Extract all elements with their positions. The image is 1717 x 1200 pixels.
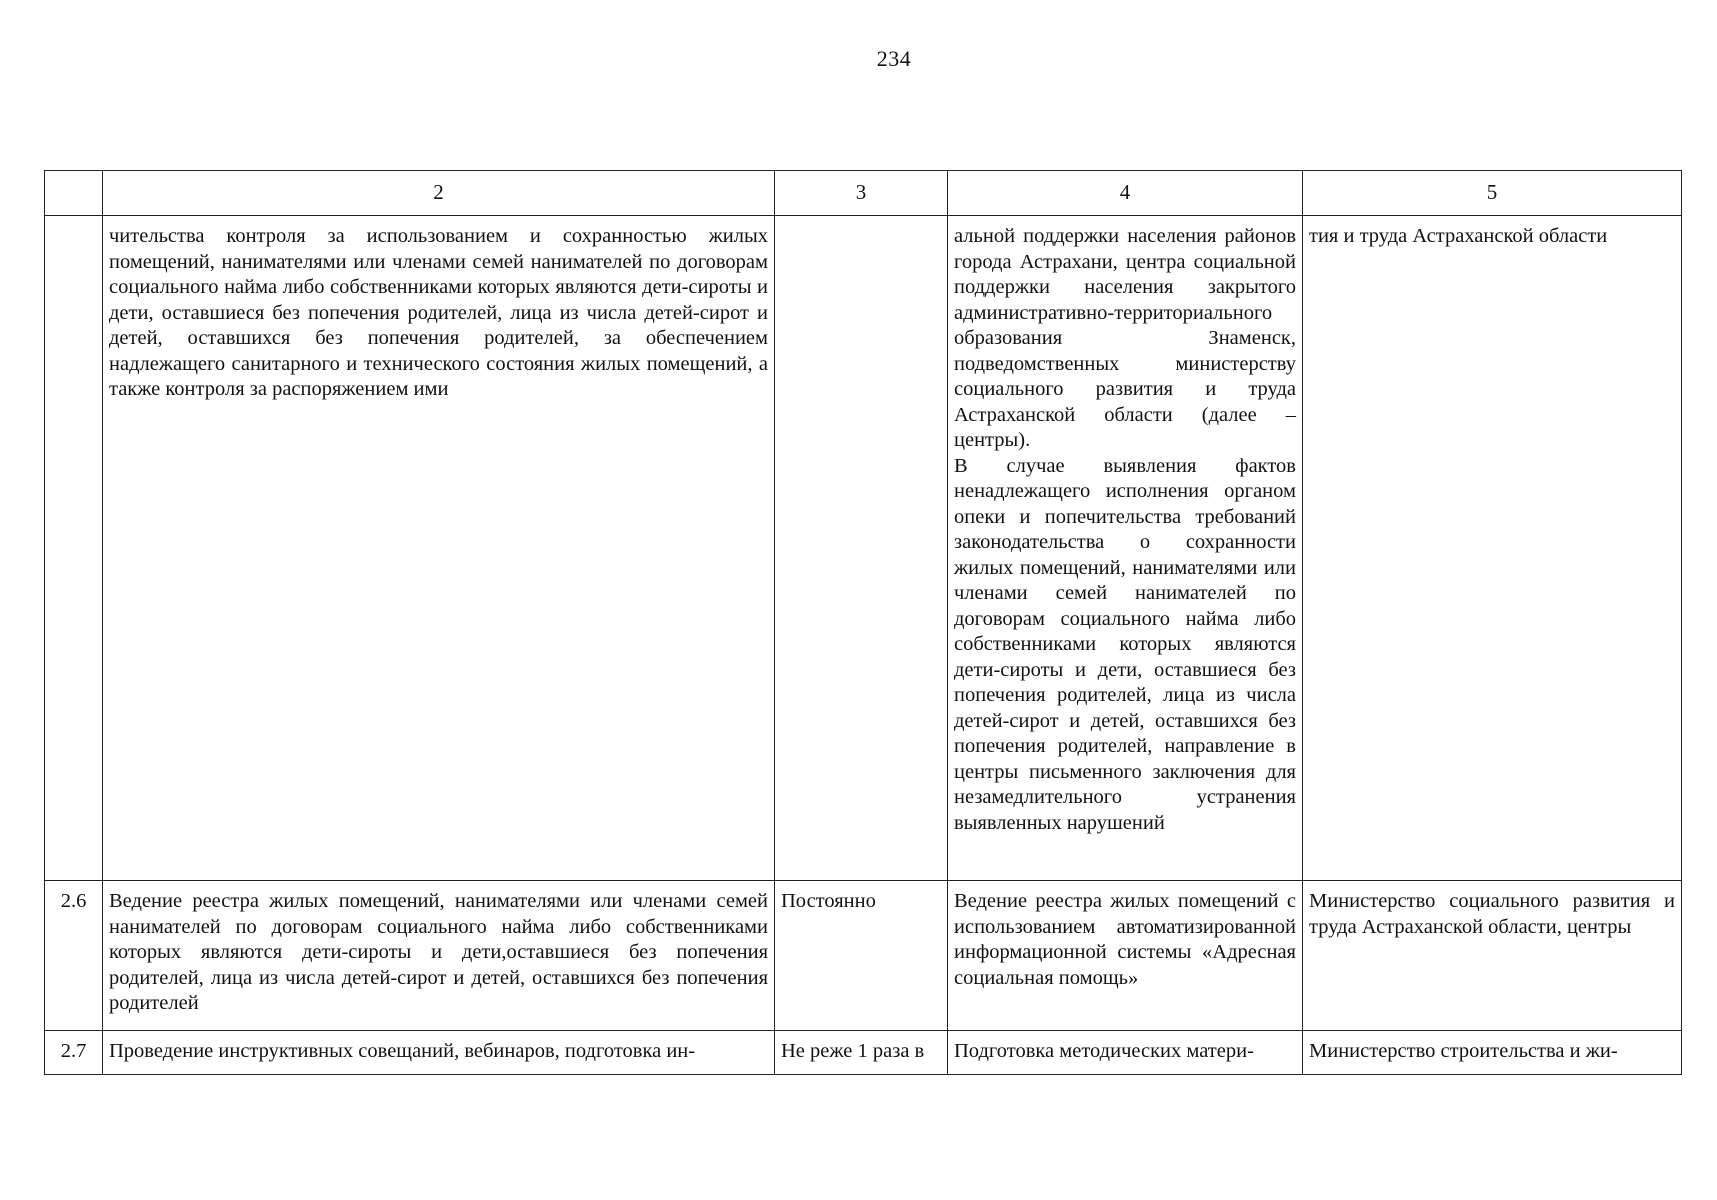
actions-cell: Ведение реестра жилых помещений с использованием автоматизированной информационной системы «Адресная социальная помощь» — [948, 881, 1303, 1031]
table-row-2-7 — [45, 1031, 1682, 1075]
task-description-cell: Проведение инструктивных совещаний, вебинаров, подготовка ин- — [103, 1031, 775, 1075]
actions-cell — [948, 216, 1303, 881]
header-cell-4: 4 — [948, 171, 1303, 216]
row-number-cell: 2.6 — [45, 881, 103, 1031]
header-cell-2: 2 — [103, 171, 775, 216]
responsible-cell: тия и труда Астраханской области — [1303, 216, 1682, 881]
table-row-2-6 — [45, 881, 1682, 1031]
actions-cell: Подготовка методических матери- — [948, 1031, 1303, 1075]
table-row-continued — [45, 216, 1682, 881]
actions-paragraph-1: альной поддержки населения районов города Астрахани, центра социальной поддержки населения закрытого административно-территориального образования Знаменск, подведомственных министерству социального развития и труда Астраханской области (далее – центры). — [954, 225, 1296, 451]
header-row — [45, 171, 1682, 216]
actions-paragraph-2: В случае выявления фактов ненадлежащего исполнения органом опеки и попечительства требований законодательства о сохранности жилых помещений, нанимателями или членами семей нанимателей по договорам социального найма либо собственниками которых являются дети-сироты и дети, оставшиеся без попечения родителей, лица из числа детей-сирот и детей, оставшихся без попечения родителей, направление в центры письменного заключения для незамедлительного устранения выявленных нарушений — [954, 454, 1296, 834]
deadline-cell: Постоянно — [775, 881, 948, 1031]
task-description-cell: Ведение реестра жилых помещений, нанимателями или членами семей нанимателей по договорам социального найма либо собственниками которых являются дети-сироты и дети,оставшиеся без попечения родителей, лица из числа детей-сирот и детей, оставшихся без попечения родителей — [103, 881, 775, 1031]
responsible-cell: Министерство социального развития и труда Астраханской области, центры — [1303, 881, 1682, 1031]
task-description-cell: чительства контроля за использованием и сохранностью жилых помещений, нанимателями или членами семей нанимателей по договорам социального найма либо собственниками которых являются дети-сироты и дети, оставшиеся без попечения родителей, лица из числа детей-сирот и детей, оставшихся без попечения родителей, за обеспечением надлежащего санитарного и технического состояния жилых помещений, а также контроля за распоряжением ими — [103, 216, 775, 881]
responsible-cell: Министерство строительства и жи- — [1303, 1031, 1682, 1075]
row-number-cell: 2.7 — [45, 1031, 103, 1075]
row-number-cell — [45, 216, 103, 881]
document-table — [44, 170, 1682, 1075]
page-number: 234 — [876, 46, 912, 71]
header-cell-3: 3 — [775, 171, 948, 216]
header-cell-num — [45, 171, 103, 216]
deadline-cell: Не реже 1 раза в — [775, 1031, 948, 1075]
header-cell-5: 5 — [1303, 171, 1682, 216]
deadline-cell — [775, 216, 948, 881]
